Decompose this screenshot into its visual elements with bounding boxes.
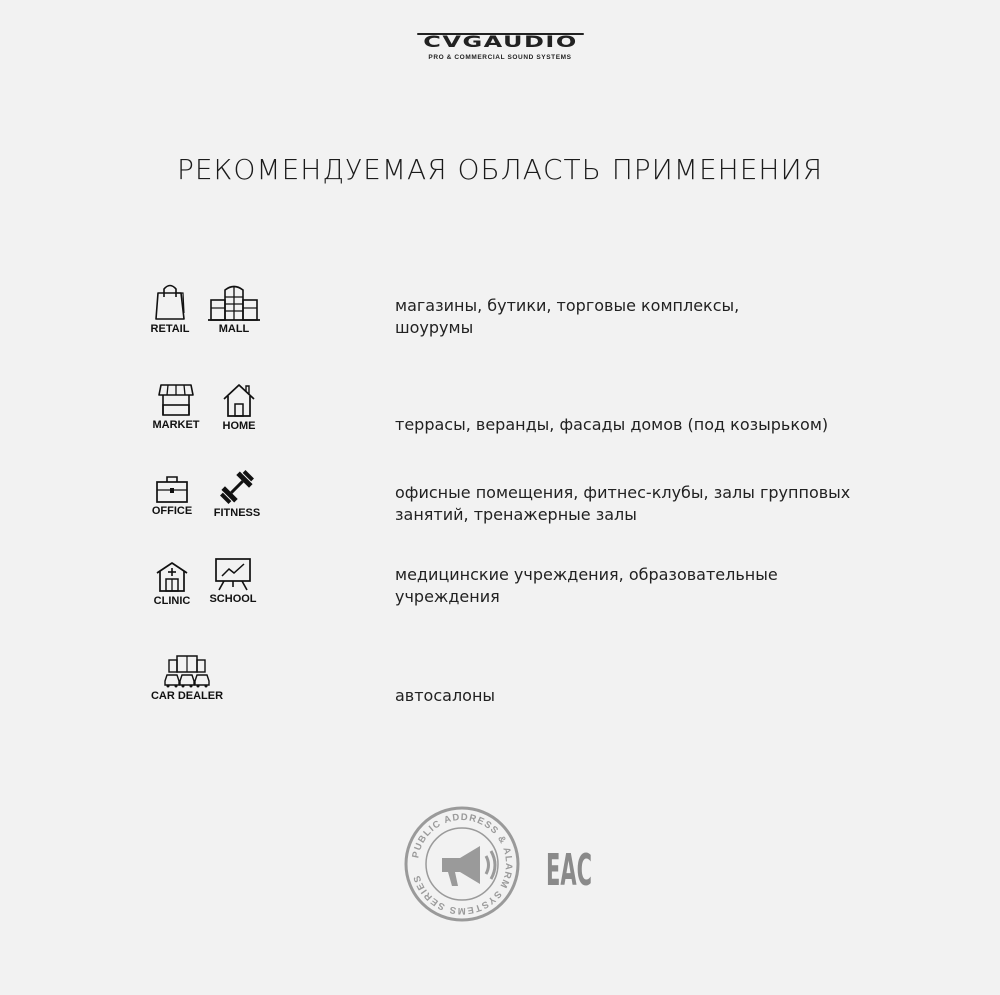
mall-building-icon	[208, 282, 260, 321]
badge-text: PUBLIC ADDRESS & ALARM SYSTEMS SERIES	[410, 811, 515, 917]
car-dealer-icon	[163, 652, 211, 688]
car-dealer-item	[146, 652, 228, 702]
description-line: занятий, тренажерные залы	[395, 505, 637, 524]
market-stall-icon	[158, 381, 194, 417]
home-label: HOME	[222, 420, 256, 432]
logo-tagline: PRO & COMMERCIAL SOUND SYSTEMS	[428, 54, 572, 61]
description-line: автосалоны	[395, 686, 496, 705]
description-line: террасы, веранды, фасады домов (под козырьком)	[395, 415, 829, 434]
description-clinic	[395, 564, 778, 608]
market-item	[150, 381, 202, 431]
description-home	[395, 414, 828, 436]
home-icon	[222, 382, 256, 418]
mall-label: MALL	[218, 323, 250, 335]
fitness-label: FITNESS	[213, 507, 261, 519]
description-line: шоурумы	[395, 318, 474, 337]
retail-label: RETAIL	[150, 323, 190, 335]
school-label: SCHOOL	[209, 593, 257, 605]
megaphone-icon	[442, 846, 495, 886]
public-address-series-badge	[404, 806, 520, 922]
description-car-dealer	[395, 685, 495, 707]
market-label: MARKET	[152, 419, 200, 431]
description-office	[395, 482, 850, 526]
brand-logo	[0, 33, 1000, 61]
clinic-label: CLINIC	[153, 595, 191, 607]
eac-text: EAC	[546, 845, 592, 896]
mall-item	[206, 282, 262, 335]
description-line: магазины, бутики, торговые комплексы,	[395, 296, 740, 315]
home-item	[218, 382, 260, 432]
school-item	[206, 557, 260, 605]
fitness-item	[212, 469, 262, 519]
retail-item	[148, 283, 192, 335]
office-briefcase-icon	[155, 475, 189, 503]
page-title: РЕКОМЕНДУЕМАЯ ОБЛАСТЬ ПРИМЕНЕНИЯ	[176, 153, 824, 186]
fitness-dumbbell-icon	[218, 469, 256, 505]
school-board-icon	[214, 557, 252, 591]
retail-bag-icon	[153, 283, 187, 321]
description-line: медицинские учреждения, образовательные	[395, 565, 778, 584]
office-item	[148, 475, 196, 517]
clinic-item	[150, 561, 194, 607]
description-line: офисные помещения, фитнес-клубы, залы групповых	[395, 483, 851, 502]
office-label: OFFICE	[151, 505, 193, 517]
description-line: учреждения	[395, 587, 500, 606]
logo-wordmark: CVGAUDIO	[417, 33, 583, 49]
clinic-icon	[155, 561, 189, 593]
car-dealer-label: CAR DEALER	[150, 690, 224, 702]
eac-certification-mark	[546, 843, 594, 896]
description-retail	[395, 295, 739, 339]
